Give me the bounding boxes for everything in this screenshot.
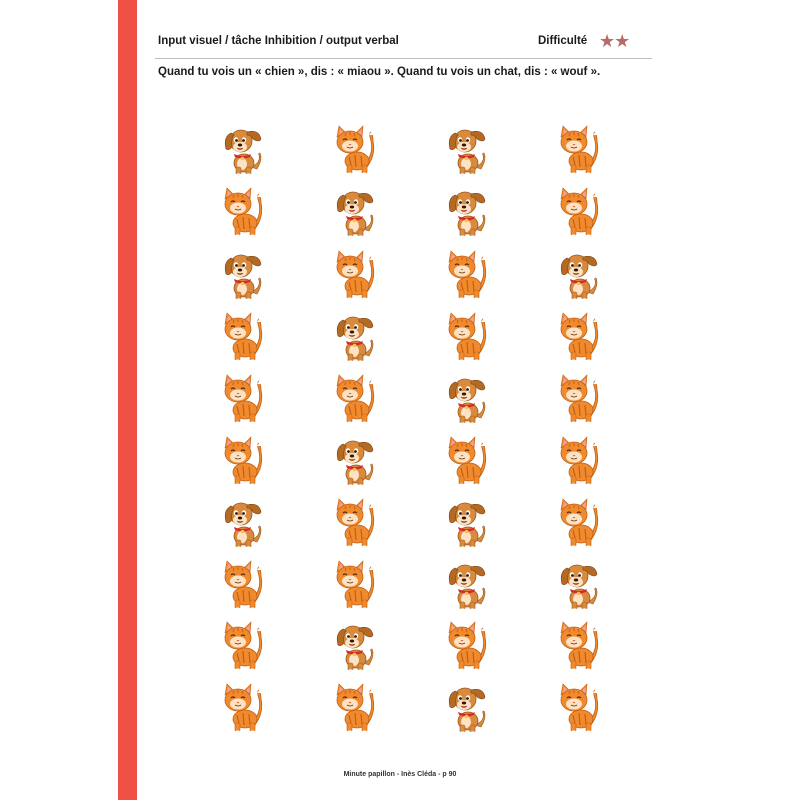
cat-icon [553, 681, 603, 735]
dog-icon [441, 496, 491, 550]
cat-icon [441, 619, 491, 673]
cat-icon [441, 434, 491, 488]
cat-icon [553, 372, 603, 426]
cat-icon [441, 310, 491, 364]
dog-icon [217, 248, 267, 302]
dog-icon [441, 681, 491, 735]
cat-icon [441, 248, 491, 302]
cat-icon [329, 496, 379, 550]
cat-icon [217, 619, 267, 673]
dog-icon [217, 496, 267, 550]
dog-icon [441, 123, 491, 177]
cat-icon [329, 123, 379, 177]
cat-icon [217, 434, 267, 488]
dog-icon [329, 310, 379, 364]
cat-icon [217, 558, 267, 612]
page-header-title: Input visuel / tâche Inhibition / output verbal [158, 35, 399, 47]
dog-icon [329, 619, 379, 673]
cat-icon [217, 681, 267, 735]
cat-icon [553, 619, 603, 673]
difficulty-label: Difficulté [538, 35, 588, 47]
cat-icon [217, 185, 267, 239]
dog-icon [329, 434, 379, 488]
dog-icon [217, 123, 267, 177]
cat-icon [329, 681, 379, 735]
dog-icon [441, 558, 491, 612]
cat-icon [329, 248, 379, 302]
cat-icon [329, 558, 379, 612]
dog-icon [329, 185, 379, 239]
cat-icon [217, 310, 267, 364]
dog-icon [553, 248, 603, 302]
dog-icon [441, 372, 491, 426]
dog-icon [441, 185, 491, 239]
instruction-text: Quand tu vois un « chien », dis : « miaou ». Quand tu vois un chat, dis : « wouf ». [158, 66, 601, 78]
cat-icon [217, 372, 267, 426]
cat-icon [553, 310, 603, 364]
cat-icon [553, 185, 603, 239]
dog-icon [553, 558, 603, 612]
cat-icon [553, 434, 603, 488]
difficulty-stars-icon: ★★ [599, 31, 630, 51]
cat-icon [553, 123, 603, 177]
page-footer: Minute papillon - Inès Cléda - p 90 [343, 771, 457, 778]
cat-icon [553, 496, 603, 550]
cat-icon [329, 372, 379, 426]
